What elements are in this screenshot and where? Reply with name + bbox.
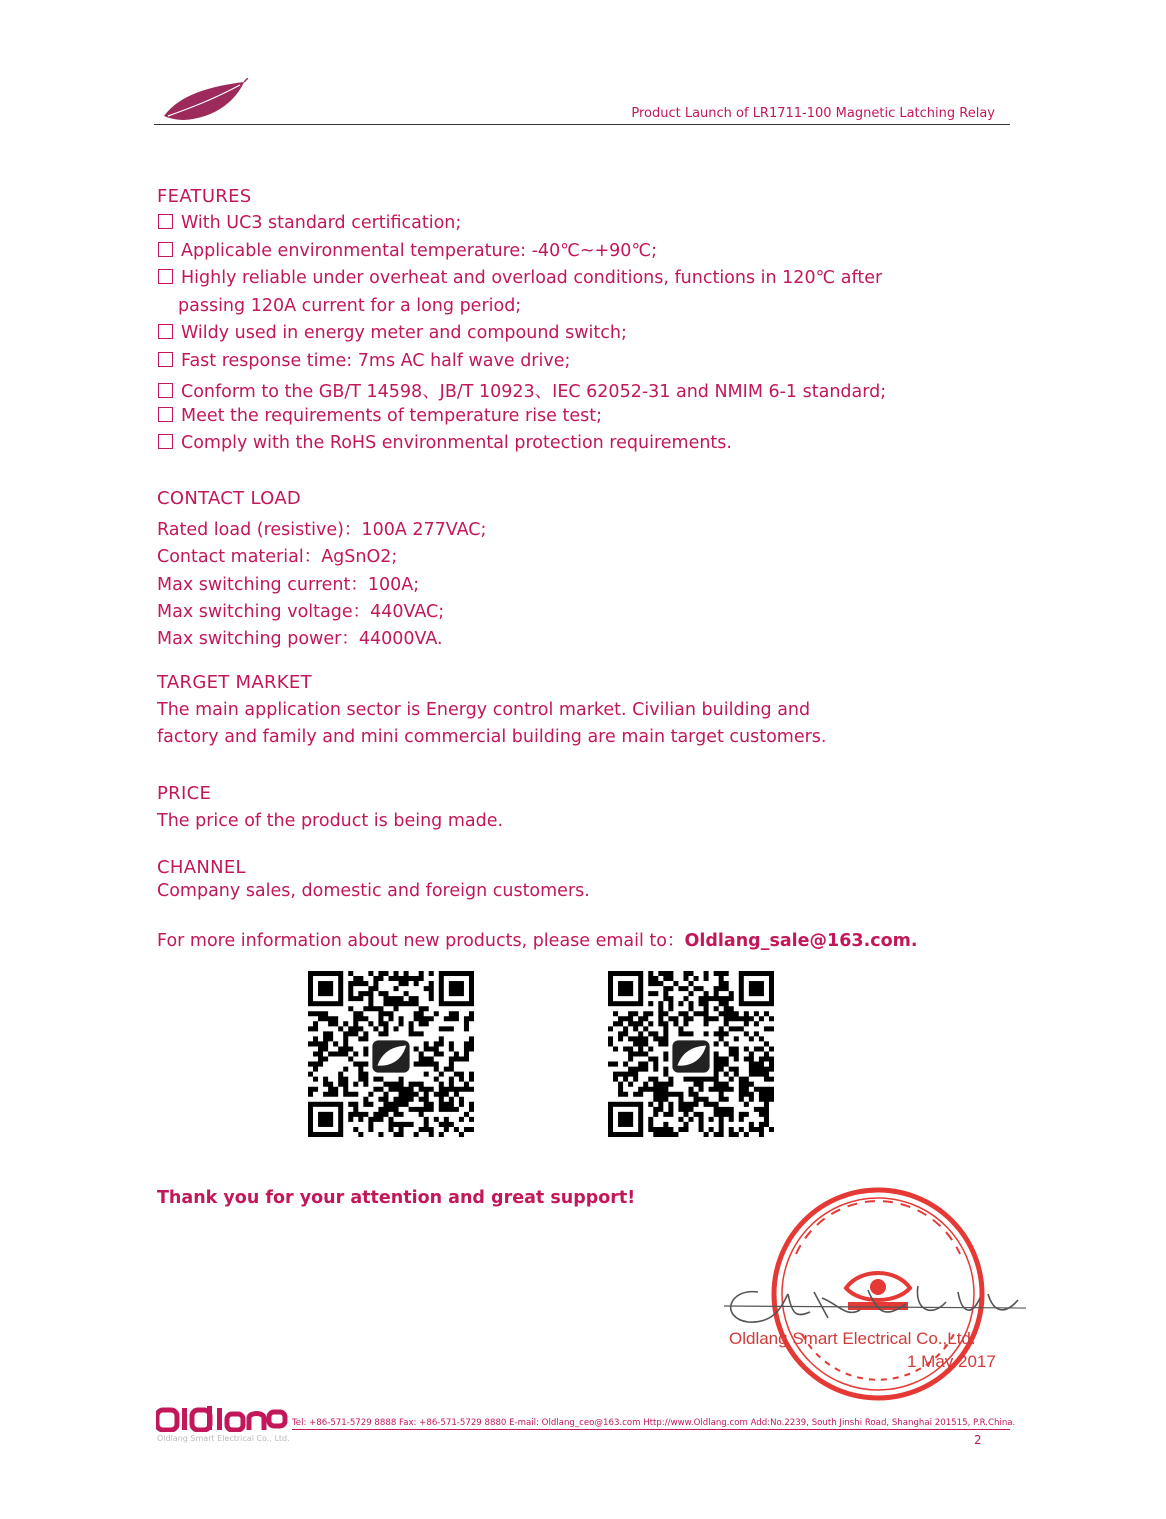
email-link[interactable]: Oldlang_sale@163.com. xyxy=(684,931,918,951)
header-title: Product Launch of LR1711-100 Magnetic Latching Relay xyxy=(631,106,995,121)
target-market-line: The main application sector is Energy control market. Civilian building and xyxy=(157,700,811,720)
page-number: 2 xyxy=(974,1433,982,1447)
qr-code-icon xyxy=(308,971,474,1137)
checkbox-icon xyxy=(158,269,173,284)
contact-load-line: Rated load (resistive)：100A 277VAC; xyxy=(157,520,487,540)
feature-item: Meet the requirements of temperature rise test; xyxy=(158,406,602,426)
contact-load-line: Contact material：AgSnO2; xyxy=(157,547,398,567)
feature-item: Highly reliable under overheat and overload conditions, functions in 120℃ after xyxy=(158,268,882,288)
target-market-line: factory and family and mini commercial building are main target customers. xyxy=(157,727,827,747)
contact-load-heading: CONTACT LOAD xyxy=(157,488,302,509)
price-text: The price of the product is being made. xyxy=(157,811,504,831)
feature-item-continuation: passing 120A current for a long period; xyxy=(178,296,522,316)
checkbox-icon xyxy=(158,407,173,422)
feature-item: With UC3 standard certification; xyxy=(158,213,461,233)
footer-divider xyxy=(292,1429,1010,1430)
feature-item: Conform to the GB/T 14598、JB/T 10923、IEC 62052-31 and NMIM 6-1 standard; xyxy=(158,378,886,403)
feature-item: Wildy used in energy meter and compound switch; xyxy=(158,323,627,343)
checkbox-icon xyxy=(158,242,173,257)
contact-load-line: Max switching current：100A; xyxy=(157,575,420,595)
checkbox-icon xyxy=(158,383,173,398)
target-market-heading: TARGET MARKET xyxy=(157,672,312,693)
checkbox-icon xyxy=(158,214,173,229)
checkbox-icon xyxy=(158,434,173,449)
feature-item: Comply with the RoHS environmental protection requirements. xyxy=(158,433,732,453)
leaf-logo-icon xyxy=(160,78,248,124)
channel-text: Company sales, domestic and foreign customers. xyxy=(157,881,590,901)
feature-item: Fast response time: 7ms AC half wave drive; xyxy=(158,351,570,371)
header-divider xyxy=(154,124,1010,125)
footer-company: Oldlang Smart Electrical Co., Ltd. xyxy=(157,1434,290,1443)
feature-item: Applicable environmental temperature: -40℃~+90℃; xyxy=(158,241,657,261)
footer-contact-info: Tel: +86-571-5729 8888 Fax: +86-571-5729 8880 E-mail: Oldlang_ceo@163.com Http://www.Oldlang.com Add:No.2239, South Jinshi Road, Shanghai 201515, P.R.China. xyxy=(292,1418,1016,1428)
contact-load-line: Max switching voltage：440VAC; xyxy=(157,602,445,622)
checkbox-icon xyxy=(158,324,173,339)
channel-heading: CHANNEL xyxy=(157,857,246,878)
signature-date: 1 May 2017 xyxy=(907,1352,996,1371)
oldlang-logo-icon xyxy=(156,1406,288,1432)
qr-code-icon xyxy=(608,971,774,1137)
contact-load-line: Max switching power：44000VA. xyxy=(157,629,443,649)
price-heading: PRICE xyxy=(157,783,212,804)
contact-line: For more information about new products, please email to：Oldlang_sale@163.com. xyxy=(157,931,918,951)
checkbox-icon xyxy=(158,352,173,367)
signature-company: Oldlang Smart Electrical Co.,Ltd. xyxy=(729,1329,976,1348)
thanks-message: Thank you for your attention and great support! xyxy=(157,1188,636,1208)
features-heading: FEATURES xyxy=(157,186,252,207)
